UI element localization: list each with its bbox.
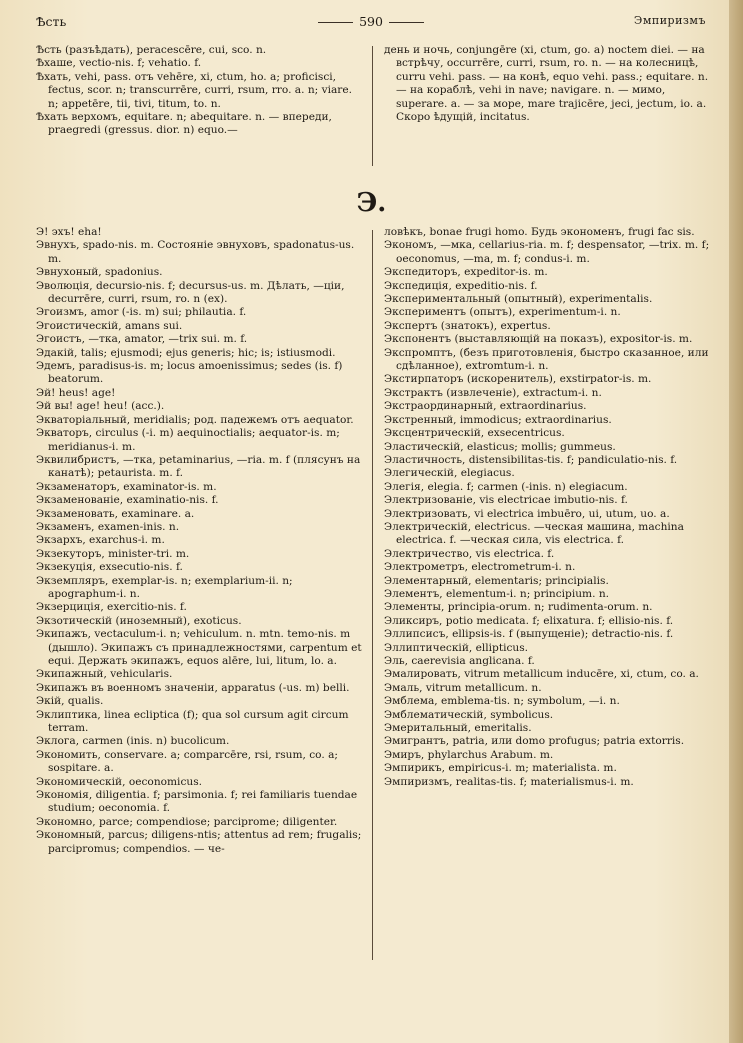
dictionary-entry: Эвнухъ, spado-nis. m. Состояніе эвнуховъ, spadonatus-us. m. xyxy=(36,239,355,265)
dictionary-entry: Элементарный, elementaris; principialis. xyxy=(384,574,609,587)
column-divider-top xyxy=(372,46,373,166)
dictionary-entry: Эль, caerevisia anglicana. f. xyxy=(384,655,535,667)
dictionary-entry: Эволюція, decursio-nis. f; decursus-us. m. Дѣлать, —ціи, decurrēre, curri, rsum, ro. n (ex). xyxy=(36,279,345,306)
dictionary-entry: Экзаменаторъ, examinator-is. m. xyxy=(36,480,217,493)
dictionary-entry: Экваторіальный, meridialis; род. падежемъ отъ aequator. xyxy=(36,413,354,426)
dictionary-entry: Ѣхаше, vectio-nis. f; vehatio. f. xyxy=(36,57,202,70)
dictionary-entry: Экваторъ, circulus (-i. m) aequinoctialis; aequator-is. m; meridianus-i. m. xyxy=(36,427,340,453)
dictionary-entry: Эклога, carmen (inis. n) bucolicum. xyxy=(36,735,230,748)
dictionary-entry: Экспериментальный (опытный), experimentalis. xyxy=(384,293,653,306)
dictionary-entry: Эгоистъ, —тка, amator, —trix sui. m. f. xyxy=(36,333,248,346)
dictionary-entry: Экстраординарный, extraordinarius. xyxy=(384,400,587,413)
dictionary-entry: Эмпиризмъ, realitas-tis. f; materialismus-i. m. xyxy=(384,775,634,788)
dictionary-entry: Эгоистическій, amans sui. xyxy=(36,319,183,332)
dictionary-entry: Элементы, principia-orum. n; rudimenta-orum. n. xyxy=(384,601,653,614)
dictionary-entry: Экспонентъ (выставляющій на показъ), expositor-is. m. xyxy=(384,333,693,346)
dictionary-entry: Эксцентрическій, exsecentricus. xyxy=(384,427,565,440)
dictionary-entry: Экзаменовать, examinare. a. xyxy=(36,507,195,520)
page-number: 590 xyxy=(353,14,389,29)
dictionary-entry: Эклиптика, linea ecliptica (f); qua sol cursum agit circum terram. xyxy=(36,708,349,735)
dictionary-entry: Экзаменованіе, examinatio-nis. f. xyxy=(36,494,219,507)
dictionary-entry: Экстрактъ (извлеченіе), extractum-i. n. xyxy=(384,386,602,399)
dictionary-entry: Электричество, vis electrica. f. xyxy=(384,547,555,560)
dictionary-entry: Экономъ, —мка, cellarius-ria. m. f; despensator, —trix. m. f; oeconomus, —ma, m. f; condus-i. m. xyxy=(384,239,710,265)
dictionary-entry: Ѣхать, vehi, pass. отъ vehēre, xi, ctum, ho. a; proficisci, fectus, scor. n; transcurrēre, curri, rsum, rro. a. n; viare. n; appetēre, tii, tivi, titum, to. n. xyxy=(36,70,353,110)
dictionary-entry: Экипажъ, vectaculum-i. n; vehiculum. n. mtn. temo-nis. m (дышло). Экипажъ съ принадлежностями, carpentum et equi. Держать экипажъ, equos alēre, lui, litum, lo. a. xyxy=(36,628,362,667)
dictionary-entry: Эдемъ, paradisus-is. m; locus amoenissimus; sedes (is. f) beatorum. xyxy=(36,360,343,386)
dictionary-entry: Эмблема, emblema-tis. n; symbolum, —i. n. xyxy=(384,695,620,708)
dictionary-entry: Элегическій, elegiacus. xyxy=(384,467,515,480)
dictionary-entry: Эгоизмъ, amor (-is. m) sui; philautia. f. xyxy=(36,306,247,319)
dictionary-entry: ловѣкъ, bonae frugi homo. Будь экономенъ, frugi fac sis. xyxy=(384,226,695,238)
dictionary-entry: Эдакій, talis; ejusmodi; ejus generis; hic; is; istiusmodi. xyxy=(36,346,336,359)
dictionary-entry: Эмаль, vitrum metallicum. n. xyxy=(384,681,542,694)
dictionary-entry: Экспромптъ, (безъ приготовленія, быстро сказанное, или сдѣланное), extromtum-i. n. xyxy=(384,346,709,373)
dictionary-entry: Эмеритальный, emeritalis. xyxy=(384,722,532,735)
column-divider-bottom xyxy=(372,230,373,960)
dictionary-entry: Э! эхъ! eha! xyxy=(36,226,102,238)
dictionary-entry: Экспериментъ (опытъ), experimentum-i. n. xyxy=(384,306,621,319)
dictionary-entry: Экипажный, vehicularis. xyxy=(36,668,173,681)
dictionary-entry: Экстирпаторъ (искоренитель), exstirpator-is. m. xyxy=(384,373,652,386)
page-gutter-shadow xyxy=(729,0,743,1043)
dictionary-entry: Экзаменъ, examen-inis. n. xyxy=(36,520,180,533)
dictionary-entry: Эй вы! age! heu! (acc.). xyxy=(36,400,165,413)
dictionary-entry: Экспедиція, expeditio-nis. f. xyxy=(384,279,538,292)
dictionary-entry: Эмблематическій, symbolicus. xyxy=(384,708,554,721)
top-right-column xyxy=(384,44,710,124)
header-right-word: Эмпиризмъ xyxy=(633,14,706,27)
dictionary-entry: Экипажъ въ военномъ значеніи, apparatus (-us. m) belli. xyxy=(36,681,350,694)
dictionary-entry: Эластичность, distensibilitas-tis. f; pandiculatio-nis. f. xyxy=(384,453,678,466)
dictionary-entry: Эмпирикъ, empiricus-i. m; materialista. m. xyxy=(384,762,617,775)
dictionary-entry: Эллиптическій, ellipticus. xyxy=(384,641,529,654)
bottom-left-column xyxy=(36,226,362,856)
bottom-right-column xyxy=(384,226,710,789)
dictionary-entry: Экзекуторъ, minister-tri. m. xyxy=(36,547,190,560)
dictionary-entry: Ѣхать верхомъ, equitare. n; abequitare. n. — впереди, praegredi (gressus. dior. n) equo.— xyxy=(36,111,332,137)
dictionary-entry: Экзекуція, exsecutio-nis. f. xyxy=(36,561,183,574)
dictionary-entry: Элементъ, elementum-i. n; principium. n. xyxy=(384,587,610,600)
dictionary-entry: Ѣсть (разъѣдать), peracescēre, cui, sco. n. xyxy=(36,44,267,56)
dictionary-entry: Эмигрантъ, patria, или domo profugus; patria extorris. xyxy=(384,735,685,748)
dictionary-entry: Эквилибристъ, —тка, petaminarius, —ria. m. f (плясунъ на канатѣ); petaurista. m. f. xyxy=(36,453,361,480)
dictionary-entry: Эй! heus! age! xyxy=(36,386,116,399)
dictionary-entry: Экстренный, immodicus; extraordinarius. xyxy=(384,413,612,426)
top-left-column xyxy=(36,44,354,138)
dictionary-entry: Экономить, conservare. a; comparcēre, rsi, rsum, co. a; sospitare. a. xyxy=(36,748,338,775)
dictionary-entry: Эмиръ, phylarchus Arabum. m. xyxy=(384,748,554,761)
dictionary-entry: Эвнухоный, spadonius. xyxy=(36,266,163,279)
dictionary-entry: Эмалировать, vitrum metallicum inducēre, xi, ctum, co. a. xyxy=(384,668,699,681)
dictionary-entry: Эллипсисъ, ellipsis-is. f (выпущеніе); detractio-nis. f. xyxy=(384,628,674,641)
dictionary-entry: Электрометръ, electrometrum-i. n. xyxy=(384,561,576,574)
dictionary-entry: Экономическій, oeconomicus. xyxy=(36,775,203,788)
dictionary-entry: Экзотическій (иноземный), exoticus. xyxy=(36,614,242,627)
dictionary-entry: Экономный, parcus; diligens-ntis; attentus ad rem; frugalis; parcipromus; compendios. — че- xyxy=(36,829,362,855)
running-header xyxy=(36,14,706,34)
dictionary-entry: Экій, qualis. xyxy=(36,695,104,708)
dictionary-entry: Экземпляръ, exemplar-is. n; exemplarium-ii. n; apographum-i. n. xyxy=(36,574,293,600)
dictionary-entry: Эликсиръ, potio medicata. f; elixatura. f; ellisio-nis. f. xyxy=(384,614,674,627)
dictionary-entry: Электризованіе, vis electricae imbutio-nis. f. xyxy=(384,494,628,507)
dictionary-entry: Экзерциція, exercitio-nis. f. xyxy=(36,601,187,614)
dictionary-entry: Экспедиторъ, expeditor-is. m. xyxy=(384,266,548,279)
dictionary-entry: день и ночь, conjungēre (xi, ctum, go. a) noctem diei. — на встрѣчу, occurrēre, curri, rsum, ro. n. — на колесницѣ, curru vehi. pass. — на конѣ, equo vehi. pass.; equitare. n. — на кораблѣ, vehi in nave; navigare. n. — мимо, superare. a. — за море, mare trajicēre, jeci, jectum, io. a. Скоро ѣдущій, incitatus. xyxy=(384,44,709,124)
header-left-word: Ѣсть xyxy=(36,14,67,29)
dictionary-entry: Экспертъ (знатокъ), expertus. xyxy=(384,319,551,332)
dictionary-entry: Эластическій, elasticus; mollis; gummeus. xyxy=(384,440,616,453)
section-letter-heading: Э. xyxy=(356,188,387,218)
dictionary-entry: Электризовать, vi electrica imbuēro, ui, utum, uo. a. xyxy=(384,507,670,520)
dictionary-entry: Экономія, diligentia. f; parsimonia. f; rei familiaris tuendae studium; oeconomia. f. xyxy=(36,789,358,815)
dictionary-entry: Элегія, elegia. f; carmen (-inis. n) elegiacum. xyxy=(384,480,628,493)
dictionary-entry: Электрическій, electricus. —ческая машина, machina electrica. f. —ческая сила, vis electrica. f. xyxy=(384,520,684,547)
dictionary-entry: Экзархъ, exarchus-i. m. xyxy=(36,534,165,547)
dictionary-entry: Экономно, parce; compendiose; parcipromе; diligenter. xyxy=(36,815,338,828)
